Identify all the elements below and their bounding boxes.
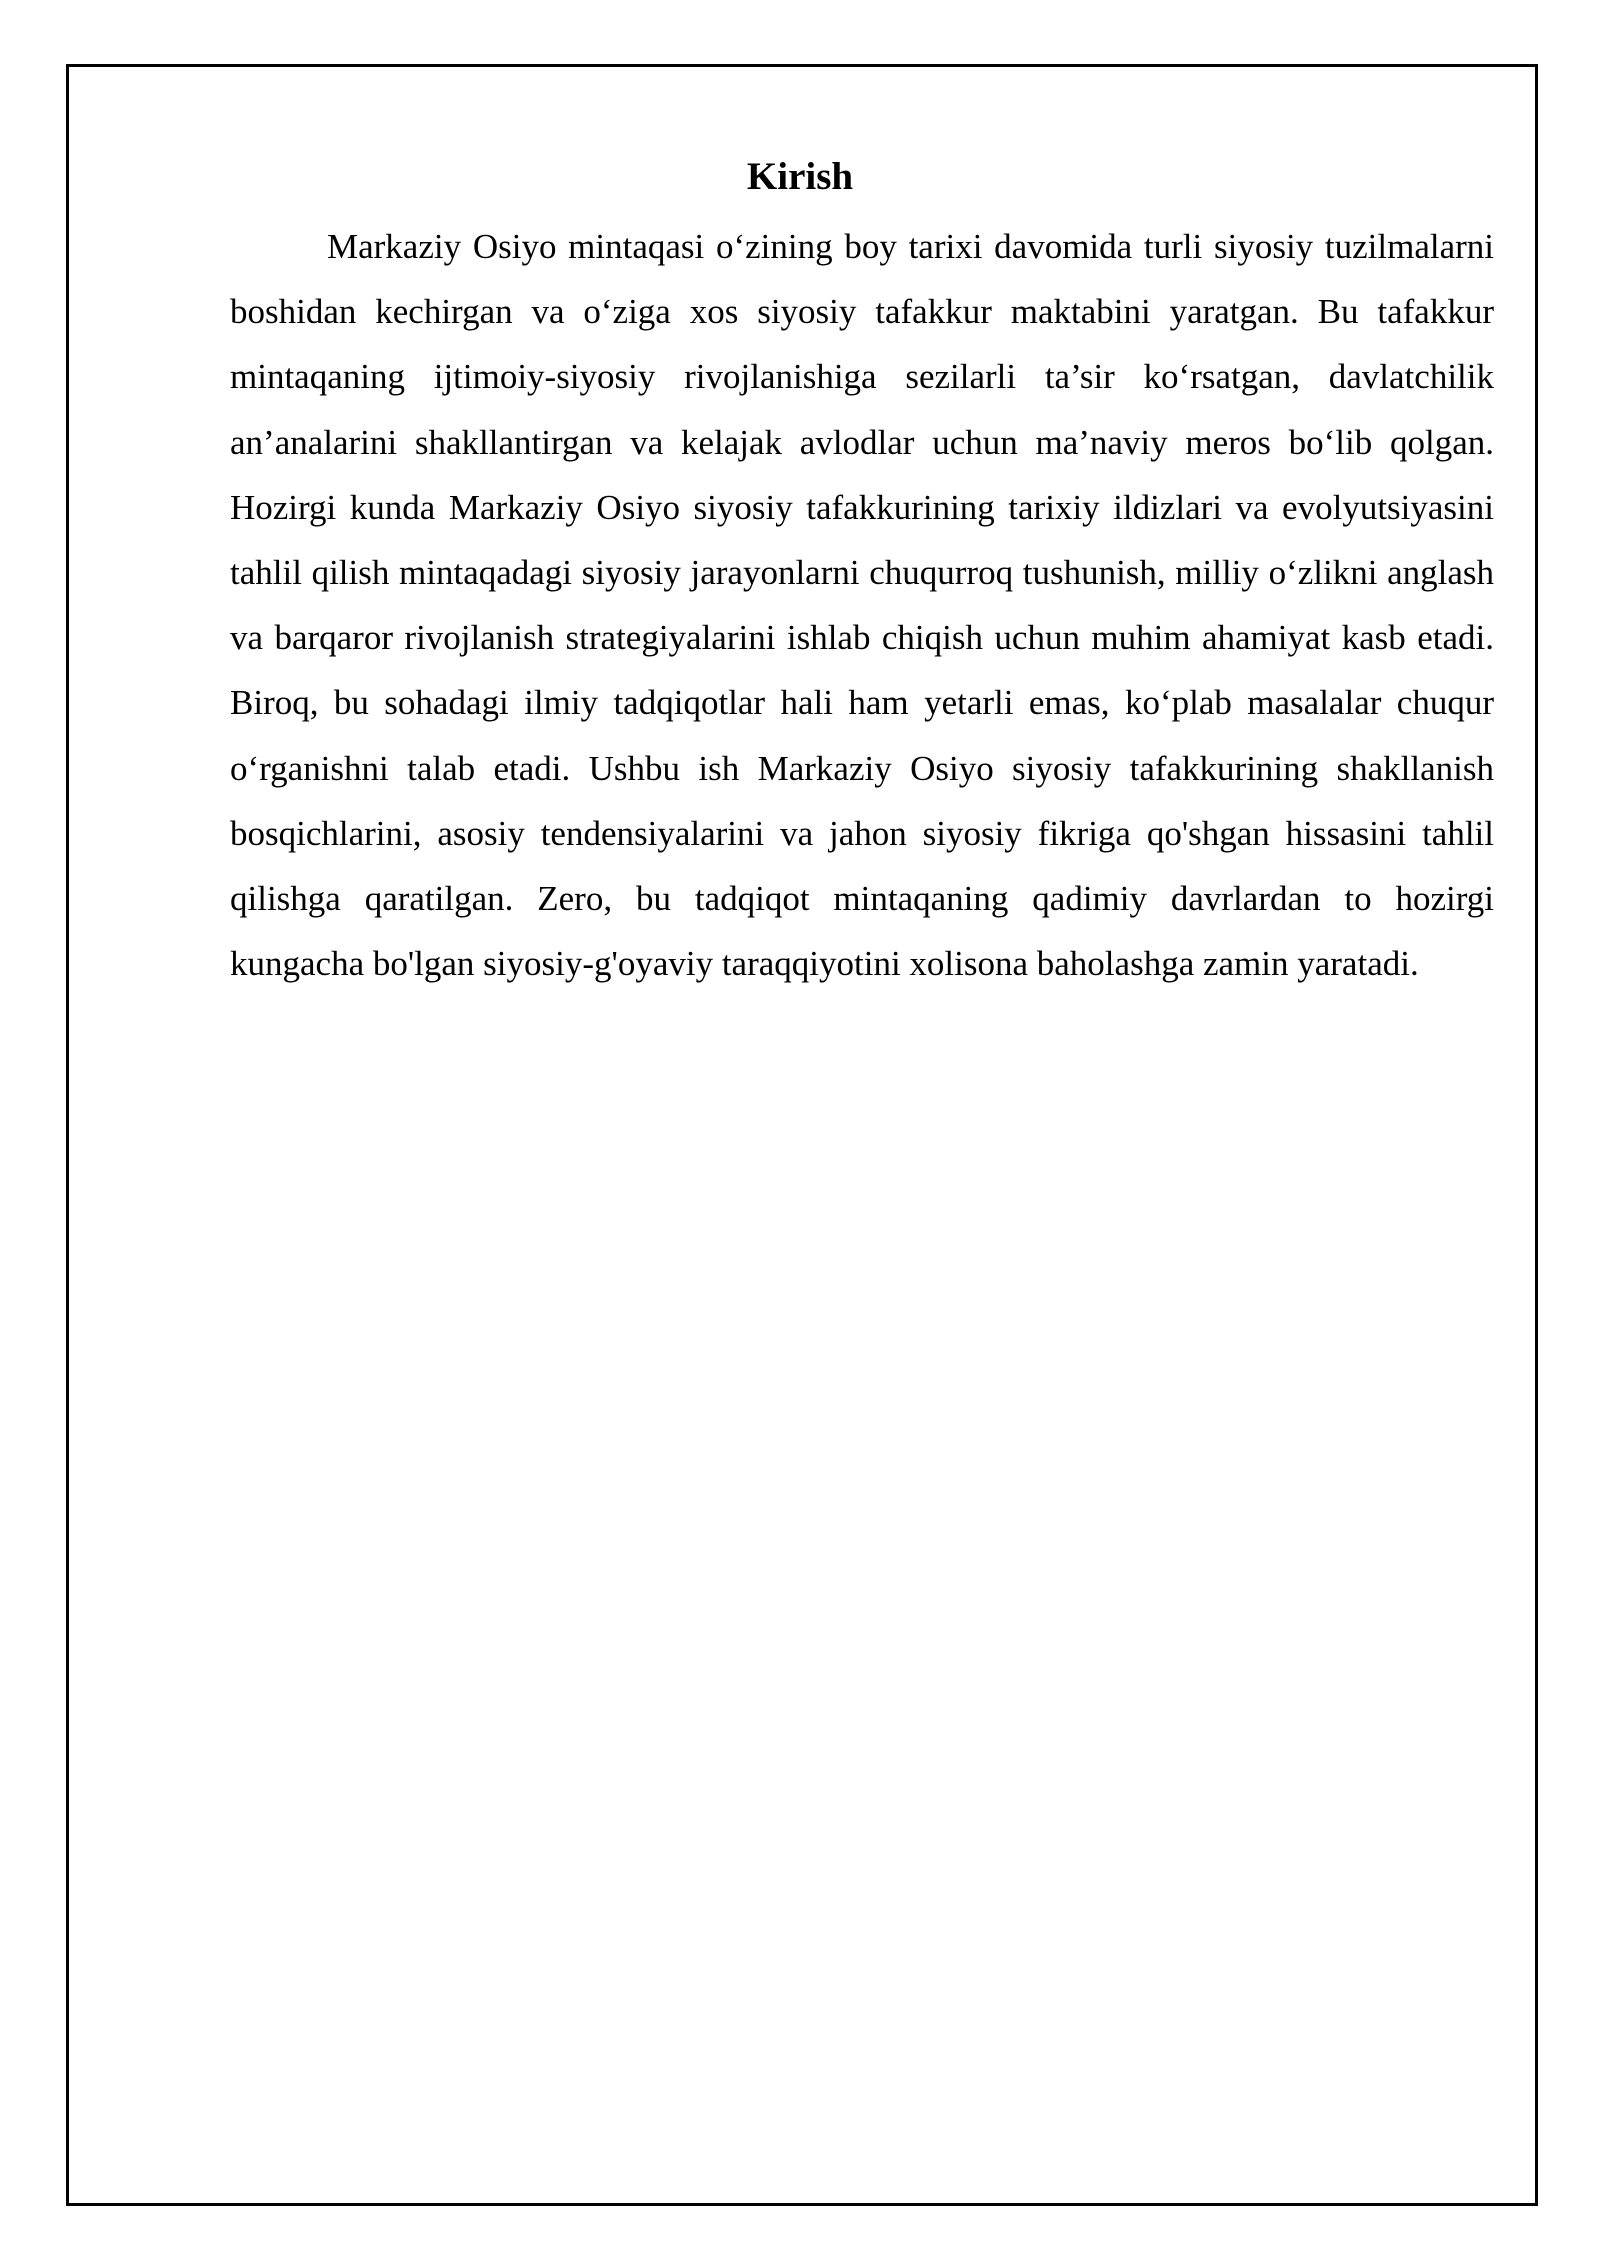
- document-title: Kirish: [746, 155, 854, 198]
- body-paragraph: Markaziy Osiyo mintaqasi o‘zining boy tarixi davomida turli siyosiy tuzilmalarni boshidan kechirgan va o‘ziga xos siyosiy tafakkur maktabini yaratgan. Bu tafakkur mintaqaning ijtimoiy-siyosiy rivojlanishiga sezilarli ta’sir ko‘rsatgan, davlatchilik an’analarini shakllantirgan va kelajak avlodlar uchun ma’naviy meros bo‘lib qolgan. Hozirgi kunda Markaziy Osiyo siyosiy tafakkurining tarixiy ildizlari va evolyutsiyasini tahlil qilish mintaqadagi siyosiy jarayonlarni chuqurroq tushunish, milliy o‘zlikni anglash va barqaror rivojlanish strategiyalarini ishlab chiqish uchun muhim ahamiyat kasb etadi. Biroq, bu sohadagi ilmiy tadqiqotlar hali ham yetarli emas, ko‘plab masalalar chuqur o‘rganishni talab etadi. Ushbu ish Markaziy Osiyo siyosiy tafakkurining shakllanish bosqichlarini, asosiy tendensiyalarini va jahon siyosiy fikriga qo'shgan hissasini tahlil qilishga qaratilgan. Zero, bu tadqiqot mintaqaning qadimiy davrlardan to hozirgi kungacha bo'lgan siyosiy-g'oyaviy taraqqiyotini xolisona baholashga zamin yaratadi.: [230, 227, 1494, 984]
